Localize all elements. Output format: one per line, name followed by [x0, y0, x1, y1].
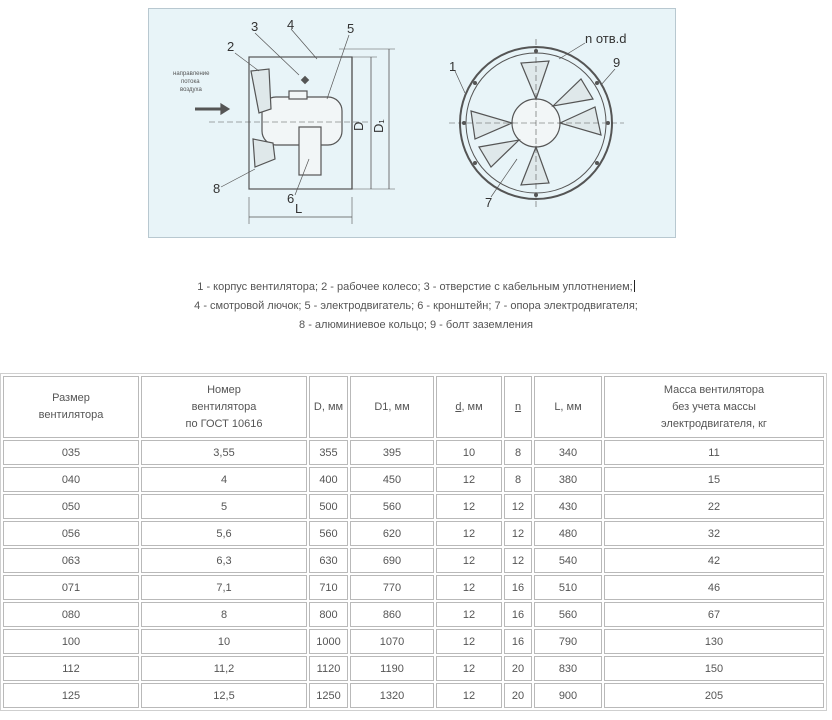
holes-label: n отв.d [585, 31, 627, 46]
flow-text-1: направление [173, 71, 210, 77]
specs-table [0, 373, 827, 711]
cell-L: 430 [534, 494, 602, 519]
cell-number: 6,3 [141, 548, 307, 573]
label-4: 4 [287, 17, 295, 32]
text-cursor [634, 280, 635, 292]
label-7: 7 [485, 195, 493, 210]
header-number-line: по ГОСТ 10616 [185, 417, 263, 430]
dim-D1-label: D₁ [371, 119, 386, 133]
cell-D1: 1190 [350, 656, 434, 681]
cell-d: 12 [436, 575, 502, 600]
table-header-row [3, 376, 824, 438]
header-mass-line: электродвигателя, кг [661, 417, 767, 430]
cell-D: 1120 [309, 656, 348, 681]
cell-D1: 395 [350, 440, 434, 465]
header-D: D, мм [309, 376, 348, 438]
cell-d: 12 [436, 548, 502, 573]
cell-mass: 150 [604, 656, 824, 681]
label-2: 2 [227, 39, 235, 54]
cell-D1: 1070 [350, 629, 434, 654]
cell-n: 20 [504, 683, 532, 708]
cell-size: 056 [3, 521, 139, 546]
cell-D1: 770 [350, 575, 434, 600]
table-body [3, 440, 824, 708]
cell-size: 112 [3, 656, 139, 681]
cell-d: 12 [436, 521, 502, 546]
header-n [504, 376, 532, 438]
cell-L: 790 [534, 629, 602, 654]
cell-mass: 46 [604, 575, 824, 600]
header-d [436, 376, 502, 438]
cell-D: 800 [309, 602, 348, 627]
header-mass-line: Масса вентилятора [663, 383, 765, 396]
cell-mass: 22 [604, 494, 824, 519]
header-L: L, мм [534, 376, 602, 438]
cell-n: 16 [504, 575, 532, 600]
cell-mass: 32 [604, 521, 824, 546]
cell-size: 050 [3, 494, 139, 519]
cell-D: 630 [309, 548, 348, 573]
cell-D: 400 [309, 467, 348, 492]
table-row [3, 629, 824, 654]
header-number-line: вентилятора [191, 400, 257, 413]
cell-n: 20 [504, 656, 532, 681]
cell-number: 12,5 [141, 683, 307, 708]
table-row [3, 575, 824, 600]
cell-size: 040 [3, 467, 139, 492]
cell-n: 8 [504, 440, 532, 465]
cell-size: 063 [3, 548, 139, 573]
cell-d: 10 [436, 440, 502, 465]
cell-number: 4 [141, 467, 307, 492]
cell-number: 11,2 [141, 656, 307, 681]
cell-D1: 620 [350, 521, 434, 546]
header-mass [604, 376, 824, 438]
cell-D: 355 [309, 440, 348, 465]
label-1: 1 [449, 59, 457, 74]
cell-L: 480 [534, 521, 602, 546]
header-mass-line: без учета массы [672, 400, 756, 413]
cell-n: 16 [504, 629, 532, 654]
header-d-symbol: d [455, 400, 462, 413]
dim-L-label: L [295, 201, 303, 216]
cell-D1: 690 [350, 548, 434, 573]
cell-size: 035 [3, 440, 139, 465]
table-row [3, 467, 824, 492]
cell-D1: 560 [350, 494, 434, 519]
cell-mass: 130 [604, 629, 824, 654]
header-size-line: вентилятора [38, 409, 104, 421]
header-n-symbol: n [514, 400, 522, 413]
cell-D: 1000 [309, 629, 348, 654]
cell-d: 12 [436, 656, 502, 681]
caption-line-1: 1 - корпус вентилятора; 2 - рабочее колесо; 3 - отверстие с кабельным уплотнением; [197, 281, 633, 293]
cell-d: 12 [436, 602, 502, 627]
header-d-unit: , мм [461, 400, 483, 413]
figure-caption [0, 278, 832, 335]
bracket [299, 127, 321, 175]
cell-L: 380 [534, 467, 602, 492]
cell-d: 12 [436, 629, 502, 654]
cell-d: 12 [436, 494, 502, 519]
header-D1: D1, мм [350, 376, 434, 438]
cell-L: 560 [534, 602, 602, 627]
cell-mass: 15 [604, 467, 824, 492]
cell-D1: 1320 [350, 683, 434, 708]
cell-D1: 860 [350, 602, 434, 627]
cell-L: 900 [534, 683, 602, 708]
cell-D: 1250 [309, 683, 348, 708]
table-row [3, 602, 824, 627]
cell-n: 12 [504, 548, 532, 573]
label-5: 5 [347, 21, 355, 36]
cell-d: 12 [436, 683, 502, 708]
cell-number: 5,6 [141, 521, 307, 546]
cell-L: 510 [534, 575, 602, 600]
cell-number: 5 [141, 494, 307, 519]
cell-size: 100 [3, 629, 139, 654]
caption-line-3: 8 - алюминиевое кольцо; 9 - болт заземления [299, 319, 533, 331]
cell-mass: 42 [604, 548, 824, 573]
label-3: 3 [251, 19, 259, 34]
cell-number: 3,55 [141, 440, 307, 465]
table-row [3, 494, 824, 519]
cell-n: 12 [504, 521, 532, 546]
table-row [3, 656, 824, 681]
cell-D1: 450 [350, 467, 434, 492]
table-row [3, 521, 824, 546]
caption-line-2: 4 - смотровой лючок; 5 - электродвигатель; 6 - кронштейн; 7 - опора электродвигателя; [194, 300, 638, 312]
cell-L: 540 [534, 548, 602, 573]
cell-mass: 205 [604, 683, 824, 708]
header-size [3, 376, 139, 438]
cell-mass: 67 [604, 602, 824, 627]
cell-d: 12 [436, 467, 502, 492]
cell-L: 340 [534, 440, 602, 465]
cell-number: 7,1 [141, 575, 307, 600]
flow-text-2: потока [181, 79, 200, 85]
header-number-line: Номер [207, 383, 241, 396]
label-9: 9 [613, 55, 621, 70]
cell-L: 830 [534, 656, 602, 681]
cell-number: 8 [141, 602, 307, 627]
cell-size: 125 [3, 683, 139, 708]
cell-size: 071 [3, 575, 139, 600]
fan-schematic [149, 9, 675, 237]
cell-n: 8 [504, 467, 532, 492]
flow-text-3: воздуха [180, 87, 202, 93]
table-row [3, 548, 824, 573]
fan-drawing [148, 8, 676, 238]
cell-mass: 11 [604, 440, 824, 465]
cell-n: 16 [504, 602, 532, 627]
cell-size: 080 [3, 602, 139, 627]
header-size-line: Размер [52, 392, 90, 404]
header-number [141, 376, 307, 438]
cell-n: 12 [504, 494, 532, 519]
label-6: 6 [287, 191, 295, 206]
label-8: 8 [213, 181, 221, 196]
cell-D: 560 [309, 521, 348, 546]
cell-D: 500 [309, 494, 348, 519]
table-row [3, 440, 824, 465]
dim-D-label: D [351, 121, 366, 131]
cell-D: 710 [309, 575, 348, 600]
cell-number: 10 [141, 629, 307, 654]
table-row [3, 683, 824, 708]
